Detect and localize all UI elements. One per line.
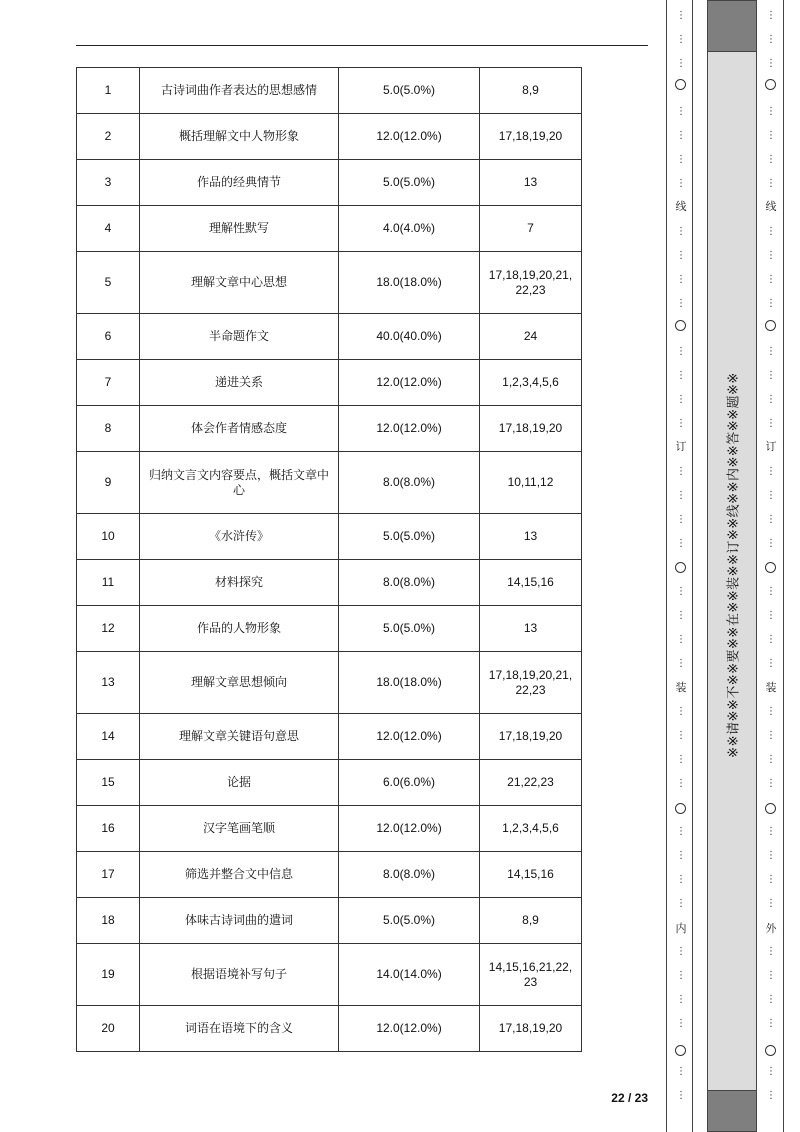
binding-dot: ⋮	[766, 946, 776, 957]
row-questions: 8,9	[480, 68, 582, 114]
row-topic: 古诗词曲作者表达的思想感情	[140, 68, 339, 114]
binding-dot: ⋮	[766, 274, 776, 285]
binding-ring-icon	[765, 79, 776, 90]
row-number: 10	[77, 514, 140, 560]
table-row	[77, 514, 582, 560]
table-row	[77, 898, 582, 944]
table-row	[77, 160, 582, 206]
binding-dot: ⋮	[676, 778, 686, 789]
table-row	[77, 944, 582, 1006]
binding-ring-icon	[675, 562, 686, 573]
binding-dot: ⋮	[676, 34, 686, 45]
table-row	[77, 252, 582, 314]
binding-dot: ⋮	[766, 1066, 776, 1077]
binding-dot: ⋮	[676, 946, 686, 957]
binding-dot: ⋮	[766, 610, 776, 621]
binding-dot: ⋮	[676, 898, 686, 909]
table-row	[77, 206, 582, 252]
binding-dot: ⋮	[766, 634, 776, 645]
binding-block-bottom	[707, 1090, 757, 1132]
binding-dot: ⋮	[676, 250, 686, 261]
binding-label: 内	[675, 922, 687, 935]
binding-dot: ⋮	[676, 346, 686, 357]
binding-dot: ⋮	[766, 898, 776, 909]
row-score: 5.0(5.0%)	[339, 606, 480, 652]
binding-line-outer	[783, 0, 784, 1132]
binding-dot: ⋮	[766, 226, 776, 237]
table-row	[77, 760, 582, 806]
binding-dot: ⋮	[676, 874, 686, 885]
binding-dot: ⋮	[676, 1066, 686, 1077]
binding-dot: ⋮	[766, 874, 776, 885]
table-row	[77, 560, 582, 606]
binding-dot: ⋮	[766, 754, 776, 765]
binding-dot: ⋮	[766, 1018, 776, 1029]
binding-dot: ⋮	[676, 514, 686, 525]
row-questions: 17,18,19,20,21, 22,23	[480, 652, 582, 714]
row-score: 12.0(12.0%)	[339, 360, 480, 406]
row-score: 4.0(4.0%)	[339, 206, 480, 252]
row-number: 16	[77, 806, 140, 852]
binding-dot: ⋮	[766, 34, 776, 45]
binding-dot: ⋮	[766, 250, 776, 261]
row-questions: 17,18,19,20,21, 22,23	[480, 252, 582, 314]
row-score: 18.0(18.0%)	[339, 252, 480, 314]
row-questions: 13	[480, 160, 582, 206]
table-row	[77, 1006, 582, 1052]
row-number: 18	[77, 898, 140, 944]
binding-dot: ⋮	[766, 154, 776, 165]
row-number: 8	[77, 406, 140, 452]
row-score: 5.0(5.0%)	[339, 898, 480, 944]
table-row	[77, 406, 582, 452]
row-questions: 1,2,3,4,5,6	[480, 806, 582, 852]
binding-dot: ⋮	[766, 106, 776, 117]
row-number: 9	[77, 452, 140, 514]
row-questions: 13	[480, 606, 582, 652]
row-topic: 半命题作文	[140, 314, 339, 360]
row-topic: 归纳文言文内容要点，概括文章中心	[140, 452, 339, 514]
row-number: 5	[77, 252, 140, 314]
binding-dot: ⋮	[766, 730, 776, 741]
binding-label: 线	[675, 200, 687, 213]
binding-dot: ⋮	[676, 706, 686, 717]
binding-dot: ⋮	[676, 634, 686, 645]
row-number: 6	[77, 314, 140, 360]
row-score: 12.0(12.0%)	[339, 406, 480, 452]
binding-dot: ⋮	[766, 970, 776, 981]
row-questions: 17,18,19,20	[480, 1006, 582, 1052]
binding-dot: ⋮	[676, 658, 686, 669]
binding-dot: ⋮	[766, 826, 776, 837]
row-score: 12.0(12.0%)	[339, 806, 480, 852]
binding-dot: ⋮	[676, 970, 686, 981]
binding-label: 订	[765, 440, 777, 453]
binding-dot: ⋮	[676, 178, 686, 189]
row-score: 5.0(5.0%)	[339, 514, 480, 560]
binding-dot: ⋮	[676, 370, 686, 381]
row-topic: 概括理解文中人物形象	[140, 114, 339, 160]
row-topic: 体味古诗词曲的遣词	[140, 898, 339, 944]
binding-dot: ⋮	[766, 538, 776, 549]
binding-dot: ⋮	[766, 298, 776, 309]
row-topic: 体会作者情感态度	[140, 406, 339, 452]
binding-dot: ⋮	[766, 490, 776, 501]
binding-dot: ⋮	[676, 106, 686, 117]
row-score: 5.0(5.0%)	[339, 160, 480, 206]
binding-block-top	[707, 0, 757, 52]
header-rule	[76, 45, 648, 46]
binding-dot: ⋮	[766, 994, 776, 1005]
row-questions: 8,9	[480, 898, 582, 944]
row-number: 15	[77, 760, 140, 806]
row-number: 3	[77, 160, 140, 206]
row-questions: 17,18,19,20	[480, 114, 582, 160]
row-questions: 24	[480, 314, 582, 360]
row-topic: 词语在语境下的含义	[140, 1006, 339, 1052]
table-row	[77, 606, 582, 652]
row-number: 13	[77, 652, 140, 714]
binding-dot: ⋮	[676, 610, 686, 621]
binding-dot: ⋮	[676, 586, 686, 597]
row-topic: 理解性默写	[140, 206, 339, 252]
binding-dot: ⋮	[676, 10, 686, 21]
row-questions: 10,11,12	[480, 452, 582, 514]
row-topic: 作品的经典情节	[140, 160, 339, 206]
row-questions: 7	[480, 206, 582, 252]
binding-dot: ⋮	[676, 538, 686, 549]
binding-label: 线	[765, 200, 777, 213]
table-row	[77, 652, 582, 714]
row-questions: 21,22,23	[480, 760, 582, 806]
binding-dot: ⋮	[766, 778, 776, 789]
row-topic: 材料探究	[140, 560, 339, 606]
binding-ring-icon	[675, 320, 686, 331]
binding-dot: ⋮	[676, 58, 686, 69]
binding-dot: ⋮	[676, 994, 686, 1005]
row-number: 17	[77, 852, 140, 898]
binding-ring-icon	[765, 803, 776, 814]
row-topic: 理解文章思想倾向	[140, 652, 339, 714]
binding-dot: ⋮	[766, 370, 776, 381]
row-topic: 论据	[140, 760, 339, 806]
table-row	[77, 806, 582, 852]
table-row	[77, 68, 582, 114]
row-number: 7	[77, 360, 140, 406]
binding-ring-icon	[765, 320, 776, 331]
row-number: 2	[77, 114, 140, 160]
row-topic: 理解文章中心思想	[140, 252, 339, 314]
binding-ring-icon	[675, 79, 686, 90]
binding-ring-icon	[765, 562, 776, 573]
table-row	[77, 852, 582, 898]
row-topic: 《水浒传》	[140, 514, 339, 560]
row-questions: 14,15,16	[480, 852, 582, 898]
row-score: 18.0(18.0%)	[339, 652, 480, 714]
binding-dot: ⋮	[676, 1090, 686, 1101]
binding-dot: ⋮	[676, 394, 686, 405]
row-topic: 根据语境补写句子	[140, 944, 339, 1006]
row-score: 6.0(6.0%)	[339, 760, 480, 806]
row-topic: 递进关系	[140, 360, 339, 406]
binding-ring-icon	[675, 803, 686, 814]
binding-dot: ⋮	[766, 1090, 776, 1101]
binding-dot: ⋮	[766, 10, 776, 21]
row-number: 1	[77, 68, 140, 114]
binding-dot: ⋮	[676, 754, 686, 765]
page-number: 22 / 23	[611, 1091, 648, 1105]
binding-label: 外	[765, 922, 777, 935]
binding-dot: ⋮	[766, 58, 776, 69]
binding-dot: ⋮	[676, 826, 686, 837]
row-questions: 14,15,16	[480, 560, 582, 606]
row-score: 12.0(12.0%)	[339, 114, 480, 160]
binding-dot: ⋮	[676, 466, 686, 477]
row-questions: 17,18,19,20	[480, 714, 582, 760]
row-questions: 17,18,19,20	[480, 406, 582, 452]
binding-line-inner	[666, 0, 667, 1132]
binding-dot: ⋮	[676, 1018, 686, 1029]
binding-line-inner-2	[692, 0, 693, 1132]
table-row	[77, 360, 582, 406]
binding-dot: ⋮	[676, 226, 686, 237]
row-questions: 13	[480, 514, 582, 560]
row-number: 4	[77, 206, 140, 252]
row-score: 14.0(14.0%)	[339, 944, 480, 1006]
table-row	[77, 314, 582, 360]
binding-dot: ⋮	[676, 418, 686, 429]
binding-label: 装	[765, 681, 777, 694]
binding-dot: ⋮	[676, 490, 686, 501]
binding-dot: ⋮	[676, 298, 686, 309]
binding-dot: ⋮	[766, 706, 776, 717]
row-score: 8.0(8.0%)	[339, 452, 480, 514]
binding-dot: ⋮	[766, 658, 776, 669]
row-score: 5.0(5.0%)	[339, 68, 480, 114]
inner-binding-marks	[673, 0, 689, 1132]
binding-dot: ⋮	[766, 346, 776, 357]
binding-warning-text: ※※请※※不※※要※※在※※装※※订※※线※※内※※答※※题※※	[726, 372, 742, 758]
binding-dot: ⋮	[676, 130, 686, 141]
binding-dot: ⋮	[766, 850, 776, 861]
row-topic: 汉字笔画笔顺	[140, 806, 339, 852]
binding-dot: ⋮	[766, 394, 776, 405]
row-number: 19	[77, 944, 140, 1006]
knowledge-point-table	[76, 67, 582, 1052]
binding-dot: ⋮	[676, 154, 686, 165]
binding-dot: ⋮	[766, 178, 776, 189]
binding-dot: ⋮	[766, 130, 776, 141]
binding-dot: ⋮	[766, 466, 776, 477]
row-topic: 作品的人物形象	[140, 606, 339, 652]
row-number: 12	[77, 606, 140, 652]
table-row	[77, 714, 582, 760]
table-row	[77, 452, 582, 514]
binding-dot: ⋮	[766, 586, 776, 597]
row-topic: 理解文章关键语句意思	[140, 714, 339, 760]
binding-label: 装	[675, 681, 687, 694]
binding-label: 订	[675, 440, 687, 453]
row-number: 11	[77, 560, 140, 606]
outer-binding-marks	[763, 0, 779, 1132]
binding-dot: ⋮	[676, 850, 686, 861]
row-score: 8.0(8.0%)	[339, 560, 480, 606]
row-questions: 1,2,3,4,5,6	[480, 360, 582, 406]
table-row	[77, 114, 582, 160]
binding-dot: ⋮	[676, 274, 686, 285]
row-score: 8.0(8.0%)	[339, 852, 480, 898]
row-questions: 14,15,16,21,22, 23	[480, 944, 582, 1006]
binding-ring-icon	[765, 1045, 776, 1056]
row-score: 12.0(12.0%)	[339, 714, 480, 760]
row-number: 14	[77, 714, 140, 760]
row-topic: 筛选并整合文中信息	[140, 852, 339, 898]
row-score: 12.0(12.0%)	[339, 1006, 480, 1052]
binding-dot: ⋮	[766, 418, 776, 429]
binding-ring-icon	[675, 1045, 686, 1056]
row-score: 40.0(40.0%)	[339, 314, 480, 360]
binding-dot: ⋮	[676, 730, 686, 741]
binding-dot: ⋮	[766, 514, 776, 525]
row-number: 20	[77, 1006, 140, 1052]
